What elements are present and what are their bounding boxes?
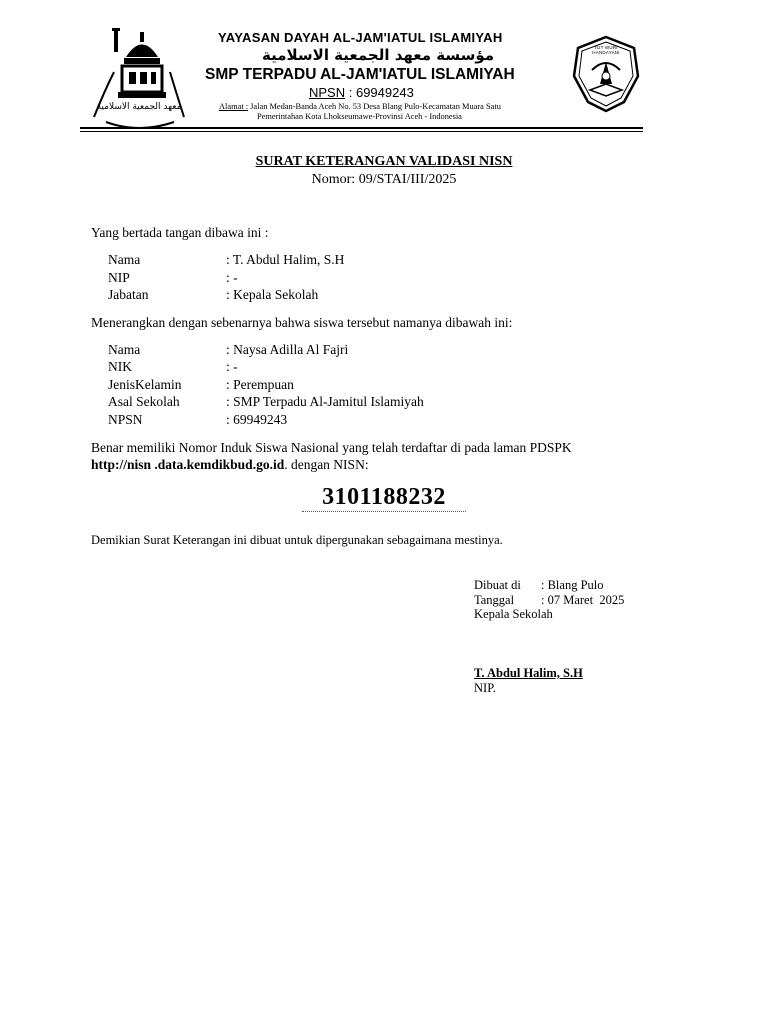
address-line2: Pemerintahan Kota Lhokseumawe-Provinsi Aceh - Indonesia [257,112,462,121]
closing-text: Demikian Surat Keterangan ini dibuat untuk dipergunakan sebagaimana mestinya. [91,533,503,547]
header-npsn-value: : 69949243 [348,85,414,100]
header-npsn-label: NPSN [309,85,346,100]
signature-position: Kepala Sekolah [474,607,553,621]
header-divider-thin [80,131,643,132]
foundation-name-arabic: مؤسسة معهد الجمعية الاسلامية [262,46,495,64]
address-label: Alamat : [219,102,249,111]
document-number: Nomor: 09/STAI/III/2025 [311,172,457,187]
student-field-value: : 69949243 [226,412,288,427]
student-field-value: : Perempuan [226,377,294,392]
student-field-label: Nama [108,342,141,357]
signature-date-label: Tanggal [474,593,515,607]
ministry-logo [566,34,646,114]
header-npsn [309,85,414,100]
signer-field-value: : - [226,270,238,285]
nisn-underline [302,511,466,512]
document-title: SURAT KETERANGAN VALIDASI NISN [255,154,513,169]
signature-name: T. Abdul Halim, S.H [474,666,583,680]
school-logo [84,22,194,132]
signer-field-label: Jabatan [108,287,149,302]
mosque-logo-icon [84,22,194,132]
header-divider-thick [80,127,643,129]
registered-suffix: . dengan NISN: [284,457,369,472]
nisn-number: 3101188232 [322,484,446,510]
intro-text: Yang bertada tangan dibawa ini : [91,225,269,240]
signer-field-label: Nama [108,252,141,267]
student-field-label: NIK [108,359,132,374]
school-name: SMP TERPADU AL-JAM'IATUL ISLAMIYAH [205,66,515,83]
signer-field-value: : T. Abdul Halim, S.H [226,252,345,267]
student-field-label: Asal Sekolah [108,394,180,409]
pdspk-link[interactable]: http://nisn .data.kemdikbud.go.id [91,457,285,472]
signature-place-label: Dibuat di [474,578,521,592]
statement-text: Menerangkan dengan sebenarnya bahwa siswa tersebut namanya dibawah ini: [91,315,513,330]
student-field-label: JenisKelamin [108,377,182,392]
signature-place-value: : Blang Pulo [541,578,604,592]
signer-field-value: : Kepala Sekolah [226,287,319,302]
logo-arabic-text: معهد الجمعية الاسلامية [96,102,182,112]
student-field-value: : Naysa Adilla Al Fajri [226,342,349,357]
student-field-value: : - [226,359,238,374]
student-field-value: : SMP Terpadu Al-Jamitul Islamiyah [226,394,424,409]
signer-field-label: NIP [108,270,130,285]
signature-date-value: : 07 Maret 2025 [541,593,625,607]
foundation-name: YAYASAN DAYAH AL-JAM'IATUL ISLAMIYAH [218,30,503,45]
registered-line2 [91,457,369,473]
address-line1: Jalan Medan-Banda Aceh No. 53 Desa Blang Pulo-Kecamatan Muara Satu [250,102,501,111]
signature-nip: NIP. [474,681,496,695]
registered-text: Benar memiliki Nomor Induk Siswa Nasional yang telah terdaftar di pada laman PDSPK [91,440,572,455]
school-address [219,102,549,122]
ministry-motto: TUT WURI HANDAYANI [592,45,620,55]
student-field-label: NPSN [108,412,143,427]
